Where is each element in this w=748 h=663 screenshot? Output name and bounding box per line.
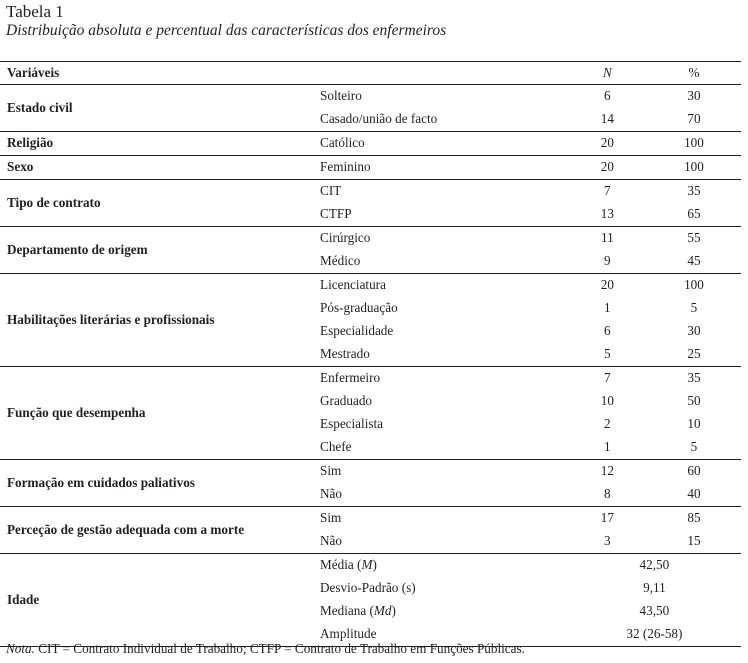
group-label: Sexo [0, 155, 320, 179]
table-row [0, 131, 741, 155]
table-caption: Distribuição absoluta e percentual das características dos enfermeiros [6, 22, 447, 39]
percent-value: 70 [647, 108, 741, 132]
note-prefix: Nota. [6, 641, 35, 656]
n-value: 20 [568, 155, 647, 179]
table-row [0, 553, 741, 577]
category-label: Licenciatura [320, 277, 386, 292]
category-label [320, 577, 568, 600]
table-row [0, 506, 741, 530]
category-label: Sim [320, 463, 342, 478]
percent-value: 40 [647, 483, 741, 507]
group-label: Formação em cuidados paliativos [0, 459, 320, 506]
stat-label: Média [320, 557, 354, 572]
n-value: 2 [604, 416, 611, 431]
category-label: Pós-graduação [320, 300, 398, 315]
percent-value: 15 [647, 530, 741, 554]
note-text: CIT = Contrato Individual de Trabalho; CTFP = Contrato de Trabalho em Funções Públicas. [38, 641, 525, 656]
group-label: Habilitações literárias e profissionais [0, 273, 320, 366]
percent-value: 25 [647, 343, 741, 367]
percent-value: 5 [647, 436, 741, 460]
group-label: Departamento de origem [0, 226, 320, 273]
percent-value: 30 [687, 88, 701, 103]
n-value: 7 [604, 183, 611, 198]
stat-value: 42,50 [639, 557, 670, 572]
stat-label: Mediana [320, 603, 367, 618]
category-label: Sim [320, 510, 342, 525]
percent-value: 85 [687, 510, 701, 525]
n-value: 6 [604, 323, 611, 338]
table-row [0, 155, 741, 179]
category-label: Média (M) [320, 557, 377, 572]
category-label: Não [320, 483, 568, 507]
category-label: Solteiro [320, 88, 362, 103]
header-variables: Variáveis [0, 62, 568, 85]
table-label: Tabela 1 [6, 2, 64, 21]
table-header-row [0, 62, 741, 85]
percent-value: 50 [687, 393, 701, 408]
n-value: 12 [600, 463, 614, 478]
stat-symbol: Md [373, 603, 392, 618]
n-value: 7 [604, 370, 611, 385]
category-label: Especialista [320, 416, 384, 431]
category-label: Casado/união de facto [320, 108, 568, 132]
table-body [0, 84, 741, 646]
category-label: Enfermeiro [320, 370, 381, 385]
percent-value: 55 [687, 230, 701, 245]
n-value: 8 [568, 483, 647, 507]
n-value: 6 [604, 88, 611, 103]
n-value: 3 [568, 530, 647, 554]
category-label: Cirúrgico [320, 230, 371, 245]
percent-value: 100 [647, 155, 741, 179]
header-n: N [568, 62, 647, 85]
group-label: Idade [0, 553, 320, 646]
group-label: Perceção de gestão adequada com a morte [0, 506, 320, 553]
characteristics-table [0, 61, 741, 647]
stat-value: 43,50 [639, 603, 670, 618]
category-label: Feminino [320, 155, 568, 179]
n-value: 1 [604, 300, 611, 315]
percent-value: 100 [684, 277, 704, 292]
percent-value: 30 [687, 323, 701, 338]
group-label: Religião [0, 131, 320, 155]
percent-value: 60 [687, 463, 701, 478]
percent-value: 100 [647, 131, 741, 155]
stat-label: Amplitude [320, 626, 377, 641]
percent-value: 35 [687, 370, 701, 385]
n-value: 20 [568, 131, 647, 155]
table-row [0, 366, 741, 390]
table-row [0, 459, 741, 483]
category-label: Médico [320, 250, 568, 274]
n-value: 10 [600, 393, 614, 408]
category-label: Graduado [320, 393, 373, 408]
table-row [0, 273, 741, 297]
category-label: Especialidade [320, 323, 394, 338]
category-label: Mediana (Md) [320, 603, 396, 618]
category-label: Católico [320, 131, 568, 155]
table-row [0, 226, 741, 250]
table-note [6, 640, 525, 658]
category-label: Não [320, 530, 568, 554]
n-value: 11 [601, 230, 614, 245]
stat-symbol: M [361, 557, 373, 572]
n-value: 17 [600, 510, 614, 525]
group-label: Função que desempenha [0, 366, 320, 459]
group-label: Tipo de contrato [0, 179, 320, 226]
category-label: Chefe [320, 436, 568, 460]
group-label: Estado civil [0, 84, 320, 131]
n-value: 13 [568, 203, 647, 227]
percent-value: 65 [647, 203, 741, 227]
percent-value: 5 [690, 300, 698, 315]
percent-value: 35 [687, 183, 701, 198]
n-value: 5 [568, 343, 647, 367]
table-row [0, 179, 741, 203]
stat-label: Desvio-Padrão (s) [320, 580, 416, 595]
percent-value: 10 [687, 416, 701, 431]
percent-value: 45 [647, 250, 741, 274]
stat-value: 9,11 [643, 580, 666, 595]
n-value: 14 [568, 108, 647, 132]
stat-value: 32 (26-58) [568, 623, 741, 647]
n-value: 20 [600, 277, 614, 292]
n-value: 1 [568, 436, 647, 460]
table-row [0, 84, 741, 108]
header-percent: % [647, 62, 741, 85]
category-label: CIT [320, 183, 342, 198]
category-label: Mestrado [320, 343, 568, 367]
n-value: 9 [568, 250, 647, 274]
category-label: CTFP [320, 203, 568, 227]
